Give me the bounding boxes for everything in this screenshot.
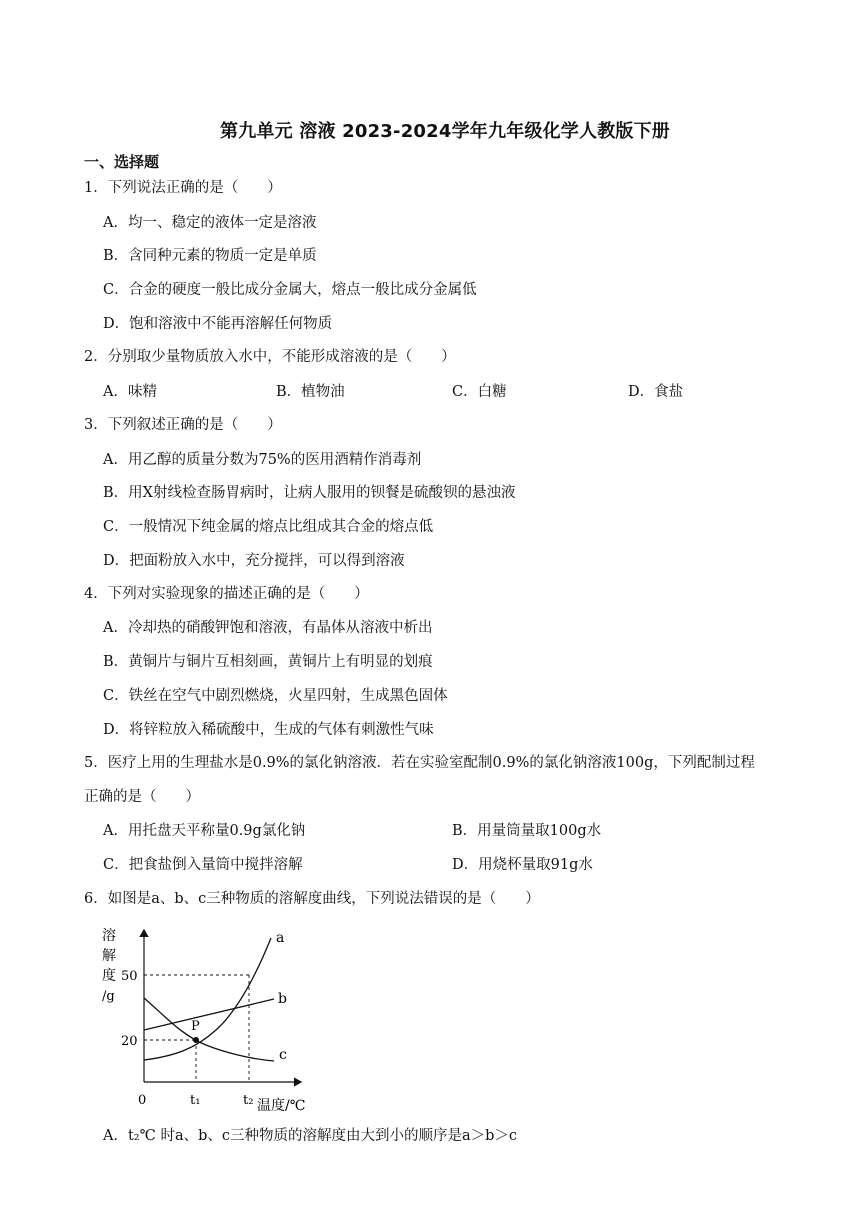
question-6-option-a: A．t₂℃ 时a、b、c三种物质的溶解度由大到小的顺序是a＞b＞c xyxy=(103,1128,518,1144)
question-2-option-d: D．食盐 xyxy=(628,384,684,400)
intersection-point-p xyxy=(193,1037,199,1043)
solubility-curve-figure xyxy=(96,920,326,1115)
question-2-option-c: C．白糖 xyxy=(452,384,507,400)
question-4-option-b: B．黄铜片与铜片互相刻画，黄铜片上有明显的划痕 xyxy=(103,654,433,670)
question-1-option-b: B．含同种元素的物质一定是单质 xyxy=(103,248,317,264)
origin-label: 0 xyxy=(138,1093,147,1108)
section-heading: 一、选择题 xyxy=(84,153,160,171)
y-tick-50: 50 xyxy=(121,969,138,984)
question-3-option-a: A．用乙醇的质量分数为75%的医用酒精作消毒剂 xyxy=(103,452,422,468)
question-3-stem: 3．下列叙述正确的是（ ） xyxy=(84,417,282,433)
question-2-option-a: A．味精 xyxy=(103,384,157,400)
x-tick-t2: t₂ xyxy=(243,1093,254,1108)
ylabel-char-4: /g xyxy=(102,989,115,1004)
ylabel-char-3: 度 xyxy=(102,968,116,984)
question-2-stem: 2．分别取少量物质放入水中，不能形成溶液的是（ ） xyxy=(84,349,456,365)
page-title: 第九单元 溶液 2023-2024学年九年级化学人教版下册 xyxy=(220,121,670,142)
question-1-option-a: A．均一、稳定的液体一定是溶液 xyxy=(103,215,317,231)
question-2-option-b: B．植物油 xyxy=(276,384,345,400)
question-5-option-a: A．用托盘天平称量0.9g氯化钠 xyxy=(103,823,306,839)
question-3-option-b: B．用X射线检查肠胃病时，让病人服用的钡餐是硫酸钡的悬浊液 xyxy=(103,485,516,501)
question-1-option-c: C．合金的硬度一般比成分金属大，熔点一般比成分金属低 xyxy=(103,282,477,298)
question-5-option-b: B．用量筒量取100g水 xyxy=(452,823,602,839)
question-5-option-c: C．把食盐倒入量筒中搅拌溶解 xyxy=(103,857,303,873)
question-3-option-d: D．把面粉放入水中，充分搅拌，可以得到溶液 xyxy=(103,553,405,569)
question-5-option-d: D．用烧杯量取91g水 xyxy=(452,857,593,873)
curve-b xyxy=(144,999,274,1030)
question-4-option-d: D．将锌粒放入稀硫酸中，生成的气体有刺激性气味 xyxy=(103,722,434,738)
question-4-option-a: A．冷却热的硝酸钾饱和溶液，有晶体从溶液中析出 xyxy=(103,620,433,636)
question-5-stem-line-2: 正确的是（ ） xyxy=(84,789,200,805)
curve-b-label: b xyxy=(278,991,287,1007)
point-p-label: P xyxy=(191,1019,200,1034)
question-1-stem: 1．下列说法正确的是（ ） xyxy=(84,180,282,196)
question-1-option-d: D．饱和溶液中不能再溶解任何物质 xyxy=(103,316,333,332)
x-tick-t1: t₁ xyxy=(190,1093,201,1108)
x-axis-label: 温度/℃ xyxy=(257,1098,306,1114)
question-4-stem: 4．下列对实验现象的描述正确的是（ ） xyxy=(84,586,369,602)
curve-a-label: a xyxy=(276,930,285,946)
ylabel-char-1: 溶 xyxy=(102,928,116,944)
curve-a xyxy=(144,938,271,1060)
question-5-stem-line-1: 5．医疗上用的生理盐水是0.9%的氯化钠溶液．若在实验室配制0.9%的氯化钠溶液100g，下列配制过程 xyxy=(84,755,755,771)
question-4-option-c: C．铁丝在空气中剧烈燃烧，火星四射，生成黑色固体 xyxy=(103,688,448,704)
curve-c-label: c xyxy=(279,1047,287,1063)
ylabel-char-2: 解 xyxy=(102,948,116,964)
curve-c xyxy=(144,998,274,1061)
question-3-option-c: C．一般情况下纯金属的熔点比组成其合金的熔点低 xyxy=(103,519,434,535)
y-tick-20: 20 xyxy=(121,1034,138,1049)
question-6-stem: 6．如图是a、b、c三种物质的溶解度曲线，下列说法错误的是（ ） xyxy=(84,891,540,907)
